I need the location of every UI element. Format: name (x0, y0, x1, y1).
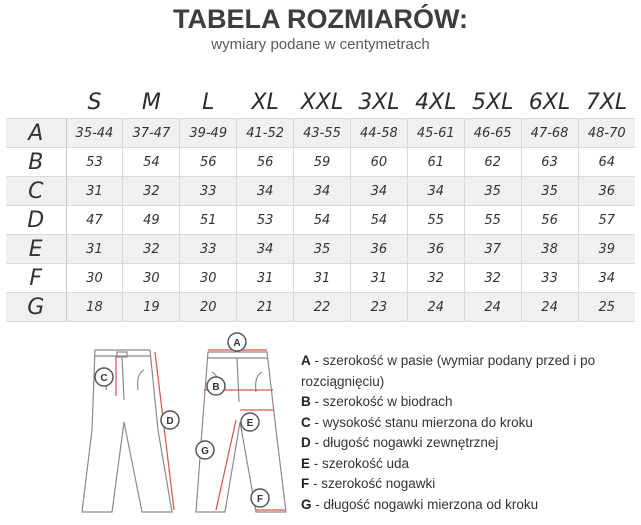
table-row (6, 235, 635, 264)
legend-text: - szerokość w biodrach (310, 394, 453, 409)
table-cell: 19 (123, 293, 180, 322)
table-cell: 44-58 (350, 119, 407, 148)
legend-item-f (301, 474, 636, 495)
table-cell: 32 (464, 264, 521, 293)
table-cell: 55 (407, 206, 464, 235)
table-cell: 24 (521, 293, 578, 322)
size-header-row (6, 86, 635, 119)
marker-b (207, 377, 225, 395)
marker-d-label: D (166, 416, 174, 427)
marker-c-label: C (100, 373, 108, 384)
size-col-header: 5XL (472, 89, 514, 115)
trousers-left-measures (116, 352, 174, 510)
marker-a (228, 333, 246, 351)
legend-item-a (301, 351, 636, 392)
size-col-header: 4XL (415, 89, 457, 115)
legend-text: - wysokość stanu mierzona do kroku (310, 414, 533, 430)
table-cell: 21 (237, 293, 294, 322)
legend-key: A (301, 353, 311, 368)
size-col-header: XL (251, 89, 279, 115)
size-table-body (6, 119, 635, 322)
table-cell: 35-44 (66, 119, 123, 148)
marker-c (95, 368, 113, 386)
table-cell: 32 (407, 264, 464, 293)
pocket-line-b (256, 372, 262, 392)
marker-g (196, 441, 214, 459)
table-cell: 41-52 (237, 119, 294, 148)
table-cell: 57 (578, 206, 635, 235)
fly-line-right (237, 358, 239, 402)
table-cell: 18 (66, 293, 123, 322)
legend-item-d (301, 433, 636, 454)
table-cell: 48-70 (578, 119, 635, 148)
table-cell: 20 (180, 293, 237, 322)
table-cell: 33 (521, 264, 578, 293)
table-cell: 61 (407, 148, 464, 177)
table-cell: 38 (521, 235, 578, 264)
size-col-header: L (202, 89, 215, 115)
table-cell: 49 (123, 206, 180, 235)
measurement-legend (301, 351, 636, 515)
table-cell: 30 (123, 264, 180, 293)
table-cell: 34 (237, 235, 294, 264)
table-cell: 34 (294, 177, 351, 206)
trousers-illustration (80, 330, 295, 520)
legend-key: G (301, 496, 312, 512)
table-cell: 51 (180, 206, 237, 235)
table-cell: 39 (578, 235, 635, 264)
marker-e (241, 413, 259, 431)
table-cell: 33 (180, 235, 237, 264)
marker-d (161, 411, 179, 429)
size-col-header: 7XL (585, 89, 628, 115)
size-col-header: XXL (300, 89, 344, 115)
marker-a-label: A (233, 338, 241, 349)
table-corner (6, 86, 66, 119)
size-col-header: 6XL (528, 89, 571, 115)
page-subtitle: wymiary podane w centymetrach (211, 36, 430, 53)
table-cell: 36 (407, 235, 464, 264)
legend-key: B (301, 394, 311, 409)
table-cell: 56 (237, 148, 294, 177)
table-cell: 54 (123, 148, 180, 177)
table-cell: 36 (578, 177, 635, 206)
table-cell: 31 (294, 264, 351, 293)
table-cell: 56 (180, 148, 237, 177)
table-cell: 33 (180, 177, 237, 206)
marker-b-label: B (212, 382, 220, 393)
table-cell: 60 (350, 148, 407, 177)
size-col-header: S (87, 89, 102, 115)
row-label: A (6, 119, 66, 148)
trousers-diagram (80, 330, 295, 520)
marker-g-label: G (201, 446, 209, 457)
legend-text: - szerokość nogawki (309, 476, 436, 491)
table-cell: 45-61 (407, 119, 464, 148)
page-title: TABELA ROZMIARÓW: (173, 4, 468, 34)
table-cell: 24 (464, 293, 521, 322)
table-cell: 35 (521, 177, 578, 206)
table-cell: 46-65 (464, 119, 521, 148)
table-cell: 54 (350, 206, 407, 235)
table-cell: 31 (350, 264, 407, 293)
table-row (6, 264, 635, 293)
row-label: C (6, 177, 66, 206)
table-cell: 35 (464, 177, 521, 206)
marker-e-label: E (246, 418, 254, 429)
table-row (6, 119, 635, 148)
size-col-header: 3XL (358, 89, 400, 115)
table-cell: 24 (407, 293, 464, 322)
table-cell: 34 (407, 177, 464, 206)
marker-f (251, 489, 269, 507)
size-table (6, 86, 635, 322)
table-cell: 34 (350, 177, 407, 206)
legend-text: - szerokość w pasie (wymiar podany przed i po rozciągnięciu) (301, 353, 596, 389)
table-cell: 31 (237, 264, 294, 293)
fly-line (122, 356, 124, 400)
table-cell: 62 (464, 148, 521, 177)
table-row (6, 177, 635, 206)
table-row (6, 206, 635, 235)
table-cell: 32 (123, 235, 180, 264)
table-cell: 47 (66, 206, 123, 235)
table-cell: 36 (350, 235, 407, 264)
row-label: B (6, 148, 66, 177)
pocket-line-right (138, 370, 144, 390)
table-cell: 39-49 (180, 119, 237, 148)
table-cell: 55 (464, 206, 521, 235)
table-row (6, 148, 635, 177)
table-cell: 64 (578, 148, 635, 177)
table-cell: 30 (180, 264, 237, 293)
table-cell: 22 (294, 293, 351, 322)
legend-item-e (301, 454, 636, 475)
legend-key: D (301, 435, 311, 450)
table-cell: 43-55 (294, 119, 351, 148)
legend-key: F (301, 476, 310, 491)
table-cell: 34 (578, 264, 635, 293)
legend-text: - długość nogawki mierzona od kroku (311, 496, 539, 512)
table-cell: 53 (237, 206, 294, 235)
table-cell: 37 (464, 235, 521, 264)
legend-text: - długość nogawki zewnętrznej (310, 435, 499, 450)
legend-item-b (301, 392, 636, 413)
trousers-outline-right (196, 352, 286, 512)
table-cell: 54 (294, 206, 351, 235)
table-cell: 30 (66, 264, 123, 293)
table-cell: 37-47 (123, 119, 180, 148)
trousers-front-view (196, 352, 286, 512)
table-cell: 25 (578, 293, 635, 322)
table-cell: 35 (294, 235, 351, 264)
legend-text: - szerokość uda (310, 455, 410, 471)
table-cell: 56 (521, 206, 578, 235)
row-label: G (6, 293, 66, 322)
row-label: E (6, 235, 66, 264)
table-row (6, 293, 635, 322)
legend-key: E (301, 455, 311, 471)
table-cell: 32 (123, 177, 180, 206)
legend-item-c (301, 413, 636, 434)
row-label: D (6, 206, 66, 235)
marker-f-label: F (256, 494, 264, 505)
table-cell: 63 (521, 148, 578, 177)
row-label: F (6, 264, 66, 293)
table-cell: 34 (237, 177, 294, 206)
table-cell: 31 (66, 177, 123, 206)
table-cell: 53 (66, 148, 123, 177)
size-col-header: M (141, 89, 161, 115)
table-cell: 47-68 (521, 119, 578, 148)
table-cell: 31 (66, 235, 123, 264)
table-cell: 23 (350, 293, 407, 322)
legend-key: C (301, 414, 311, 430)
table-cell: 59 (294, 148, 351, 177)
legend-item-g (301, 495, 636, 516)
